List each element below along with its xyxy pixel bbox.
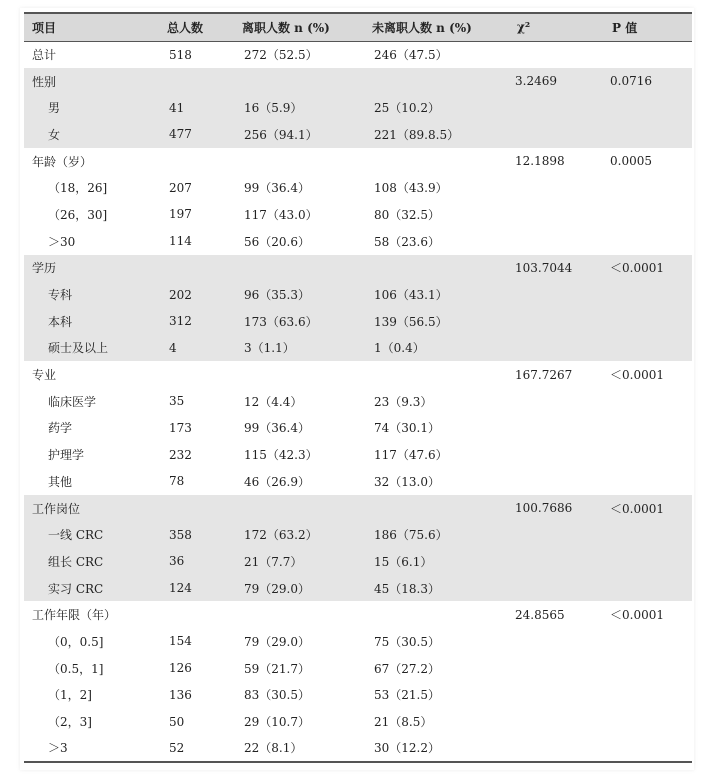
table-row <box>24 575 692 602</box>
cell-stay: 30（12.2） <box>364 735 509 762</box>
cell-p <box>604 94 692 121</box>
cell-item: 其他 <box>48 474 73 489</box>
cell-p <box>604 655 692 682</box>
cell-chi: 100.7686 <box>509 495 604 522</box>
cell-left: 16（5.9） <box>234 94 364 121</box>
cell-total: 114 <box>169 234 192 249</box>
cell-item: 专业 <box>32 368 57 383</box>
cell-item: 总计 <box>32 48 57 63</box>
table-row <box>24 468 692 495</box>
cell-stay: 108（43.9） <box>374 181 448 196</box>
cell-left <box>234 361 364 388</box>
table-row <box>24 308 692 335</box>
cell-left: 256（94.1） <box>234 121 364 148</box>
cell-item: 护理学 <box>48 448 85 463</box>
cell-stay <box>364 68 509 95</box>
cell-stay: 74（30.1） <box>374 421 440 436</box>
cell-total: 124 <box>159 575 234 602</box>
cell-stay <box>364 255 509 282</box>
cell-item: 学历 <box>24 255 159 282</box>
cell-item: （0，0.5] <box>48 634 104 649</box>
cell-item: 药学 <box>48 421 73 436</box>
cell-item: 工作年限（年） <box>32 608 117 623</box>
cell-chi <box>509 281 604 308</box>
cell-p <box>604 388 692 415</box>
table-row <box>24 735 692 762</box>
cell-left: 172（63.2） <box>234 521 364 548</box>
cell-stay: 25（10.2） <box>364 94 509 121</box>
cell-total: 173 <box>169 420 192 435</box>
cell-left <box>234 255 364 282</box>
cell-p: 0.0005 <box>610 154 652 169</box>
cell-item: ＞3 <box>24 735 159 762</box>
cell-p <box>604 335 692 362</box>
table-row <box>24 335 692 362</box>
table-row <box>24 148 692 175</box>
cell-chi: 3.2469 <box>509 68 604 95</box>
cell-total: 358 <box>159 521 234 548</box>
cell-stay <box>364 601 509 628</box>
cell-item: 女 <box>24 121 159 148</box>
cell-total: 126 <box>169 661 192 676</box>
header-total: 总人数 <box>159 13 234 41</box>
cell-total: 202 <box>159 281 234 308</box>
cell-chi <box>509 201 604 228</box>
cell-p: ＜0.0001 <box>610 368 664 383</box>
header-row <box>24 13 692 41</box>
table-row <box>24 121 692 148</box>
table-row <box>24 628 692 655</box>
cell-p <box>604 415 692 442</box>
cell-total: 52 <box>159 735 234 762</box>
cell-p: 0.0716 <box>604 68 692 95</box>
table-row <box>24 228 692 255</box>
cell-total <box>159 68 234 95</box>
cell-p: ＜0.0001 <box>610 608 664 623</box>
cell-chi: 167.7267 <box>515 367 573 382</box>
cell-total: 136 <box>169 687 192 702</box>
cell-left: 99（36.4） <box>244 181 310 196</box>
cell-left: 56（20.6） <box>244 234 310 249</box>
table-row <box>24 174 692 201</box>
cell-item: ＞30 <box>48 234 76 249</box>
cell-p <box>604 575 692 602</box>
cell-p <box>604 441 692 468</box>
cell-chi <box>509 121 604 148</box>
header-stay: 未离职人数 n (%) <box>364 13 509 41</box>
cell-left: 22（8.1） <box>234 735 364 762</box>
cell-chi <box>509 708 604 735</box>
cell-item: 一线 CRC <box>24 521 159 548</box>
cell-left <box>234 601 364 628</box>
cell-total: 477 <box>159 121 234 148</box>
cell-p <box>604 201 692 228</box>
cell-p <box>604 548 692 575</box>
cell-p <box>604 708 692 735</box>
cell-p: ＜0.0001 <box>604 495 692 522</box>
cell-stay: 23（9.3） <box>374 394 433 409</box>
table-row <box>24 708 692 735</box>
cell-chi: 103.7044 <box>509 255 604 282</box>
header-chi: χ² <box>509 13 604 41</box>
cell-left: 21（7.7） <box>234 548 364 575</box>
cell-item: 年龄（岁） <box>32 154 93 169</box>
table-row <box>24 495 692 522</box>
cell-stay: 32（13.0） <box>374 474 440 489</box>
table-row <box>24 415 692 442</box>
cell-total <box>159 255 234 282</box>
cell-chi <box>509 468 604 495</box>
cell-stay: 53（21.5） <box>374 688 440 703</box>
cell-chi <box>509 575 604 602</box>
cell-total <box>159 148 234 175</box>
cell-left: 3（1.1） <box>234 335 364 362</box>
cell-p <box>604 228 692 255</box>
table-row <box>24 682 692 709</box>
cell-stay: 106（43.1） <box>364 281 509 308</box>
cell-item: （0.5，1] <box>48 661 104 676</box>
cell-stay <box>364 148 509 175</box>
table-row <box>24 548 692 575</box>
cell-left: 115（42.3） <box>244 448 318 463</box>
table-row <box>24 361 692 388</box>
cell-left: 173（63.6） <box>234 308 364 335</box>
cell-p <box>604 121 692 148</box>
cell-p <box>604 735 692 762</box>
cell-left: 29（10.7） <box>244 715 310 730</box>
cell-item: （2，3] <box>48 715 92 730</box>
cell-stay: 45（18.3） <box>364 575 509 602</box>
cell-stay: 221（89.8.5） <box>364 121 509 148</box>
cell-left: 79（29.0） <box>244 634 310 649</box>
table-body <box>24 41 692 762</box>
cell-total <box>159 361 234 388</box>
cell-chi <box>509 308 604 335</box>
table-row <box>24 601 692 628</box>
cell-chi <box>509 94 604 121</box>
cell-chi <box>509 174 604 201</box>
cell-left: 79（29.0） <box>234 575 364 602</box>
cell-total: 78 <box>169 474 185 489</box>
cell-stay: 117（47.6） <box>374 448 448 463</box>
table-row <box>24 255 692 282</box>
cell-item: 男 <box>24 94 159 121</box>
cell-total: 35 <box>169 394 185 409</box>
cell-p: ＜0.0001 <box>604 255 692 282</box>
cell-total: 312 <box>159 308 234 335</box>
cell-left: 272（52.5） <box>244 48 318 63</box>
table-row <box>24 94 692 121</box>
cell-left: 46（26.9） <box>244 474 310 489</box>
cell-stay: 15（6.1） <box>364 548 509 575</box>
table-row <box>24 441 692 468</box>
cell-stay: 21（8.5） <box>374 715 433 730</box>
cell-total: 197 <box>169 207 192 222</box>
header-item: 项目 <box>24 13 159 41</box>
cell-stay: 139（56.5） <box>364 308 509 335</box>
data-table <box>24 12 692 763</box>
cell-chi <box>509 388 604 415</box>
table-header <box>24 13 692 41</box>
cell-chi <box>509 548 604 575</box>
cell-left <box>234 495 364 522</box>
cell-p <box>604 468 692 495</box>
cell-p <box>604 628 692 655</box>
cell-p <box>604 521 692 548</box>
cell-chi <box>509 441 604 468</box>
cell-total: 50 <box>169 714 185 729</box>
cell-stay: 67（27.2） <box>374 661 440 676</box>
table-row <box>24 281 692 308</box>
cell-stay <box>364 495 509 522</box>
header-left: 离职人数 n (%) <box>234 13 364 41</box>
cell-chi <box>509 228 604 255</box>
cell-item: （26，30] <box>48 207 108 222</box>
cell-total: 154 <box>169 634 192 649</box>
cell-left <box>234 148 364 175</box>
cell-chi <box>509 655 604 682</box>
cell-left: 96（35.3） <box>234 281 364 308</box>
cell-total: 36 <box>159 548 234 575</box>
table-row <box>24 655 692 682</box>
cell-total <box>159 601 234 628</box>
cell-left: 99（36.4） <box>244 421 310 436</box>
cell-p <box>604 682 692 709</box>
table-row <box>24 41 692 68</box>
cell-item: （18，26] <box>48 181 108 196</box>
cell-stay: 58（23.6） <box>374 234 440 249</box>
table-row <box>24 201 692 228</box>
cell-left: 12（4.4） <box>244 394 303 409</box>
cell-stay: 80（32.5） <box>374 207 440 222</box>
cell-p <box>604 281 692 308</box>
cell-chi <box>509 521 604 548</box>
cell-left <box>234 68 364 95</box>
table-row <box>24 521 692 548</box>
cell-total: 41 <box>159 94 234 121</box>
cell-stay: 1（0.4） <box>364 335 509 362</box>
cell-item: （1，2] <box>48 688 92 703</box>
cell-chi: 12.1898 <box>515 154 565 169</box>
cell-item: 专科 <box>24 281 159 308</box>
cell-item: 硕士及以上 <box>24 335 159 362</box>
cell-stay: 75（30.5） <box>374 634 440 649</box>
table-row <box>24 68 692 95</box>
cell-chi: 24.8565 <box>515 607 565 622</box>
cell-item: 组长 CRC <box>24 548 159 575</box>
cell-item: 本科 <box>24 308 159 335</box>
cell-item: 临床医学 <box>48 394 97 409</box>
cell-stay: 246（47.5） <box>374 48 448 63</box>
cell-p <box>604 41 692 68</box>
cell-chi <box>509 628 604 655</box>
cell-total <box>159 495 234 522</box>
cell-chi <box>509 415 604 442</box>
cell-p <box>604 174 692 201</box>
header-p: P 值 <box>604 13 692 41</box>
cell-left: 117（43.0） <box>244 207 318 222</box>
cell-stay: 186（75.6） <box>364 521 509 548</box>
cell-left: 83（30.5） <box>244 688 310 703</box>
cell-chi <box>509 682 604 709</box>
cell-chi <box>509 735 604 762</box>
table-row <box>24 388 692 415</box>
cell-item: 性别 <box>24 68 159 95</box>
cell-item: 实习 CRC <box>24 575 159 602</box>
cell-chi <box>509 335 604 362</box>
cell-item: 工作岗位 <box>24 495 159 522</box>
cell-p <box>604 308 692 335</box>
cell-total: 207 <box>169 180 192 195</box>
cell-stay <box>364 361 509 388</box>
cell-chi <box>509 41 604 68</box>
cell-total: 232 <box>169 447 192 462</box>
cell-total: 518 <box>169 47 192 62</box>
cell-left: 59（21.7） <box>244 661 310 676</box>
cell-total: 4 <box>159 335 234 362</box>
